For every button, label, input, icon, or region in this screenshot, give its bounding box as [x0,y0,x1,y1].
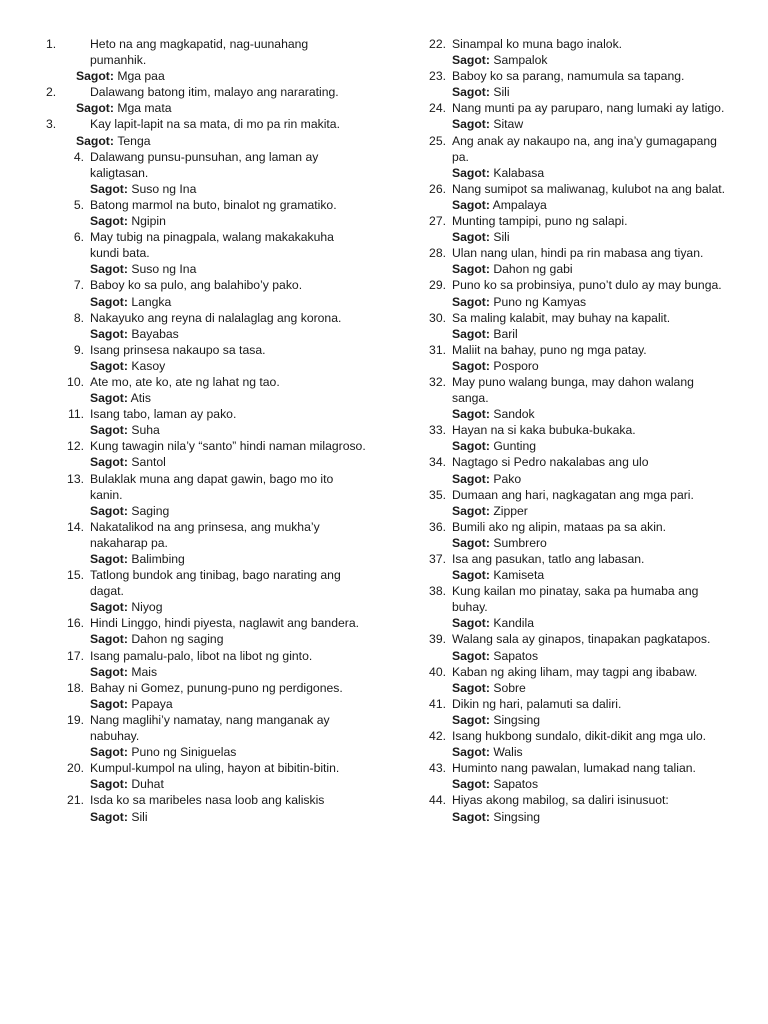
answer-line [90,551,366,567]
riddle-text: Sinampal ko muna bago inalok. [452,37,623,51]
list-item [418,696,728,728]
answer-text: Duhat [131,777,164,792]
answer-text: Saging [131,503,170,518]
answer-label: Sagot: [452,117,490,132]
answer-label: Sagot: [452,616,490,631]
riddle-text: Dalawang punsu-punsuhan, ang laman ay kaligtasan. [90,149,319,180]
answer-line [46,100,366,116]
item-number: 15. [67,568,84,583]
answer-label: Sagot: [90,552,128,566]
riddle-text: May tubig na pinagpala, walang makakakuha kundi bata. [90,230,334,261]
answer-label: Sagot: [452,568,490,583]
riddle-text: Nang munti pa ay paruparo, nang lumaki ay latigo. [452,101,725,116]
answer-label: Sagot: [452,230,490,245]
list-item [46,792,366,824]
item-number: 29. [429,278,446,293]
answer-line [90,696,366,712]
list-item [46,229,366,277]
riddle-text: Nang sumipot sa maliwanag, kulubot na ang balat. [452,181,726,196]
item-number: 26. [429,181,446,196]
list-item [418,519,728,551]
list-item [418,374,728,422]
answer-label: Sagot: [452,197,490,212]
list-item [418,213,728,245]
list-item [418,342,728,374]
answer-line [90,664,366,680]
answer-line [452,294,728,310]
item-number: 19. [67,712,84,727]
answer-line [452,776,728,792]
answer-label: Sagot: [76,101,114,116]
item-number: 30. [429,310,446,325]
riddle-text: Kay lapit-lapit na sa mata, di mo pa rin makita. [90,117,340,132]
answer-line [452,261,728,277]
item-number: 22. [429,37,446,51]
answer-text: Sili [493,230,510,245]
answer-line [90,776,366,792]
answer-text: Singsing [493,712,541,727]
answer-line [452,326,728,342]
list-item [46,36,366,84]
riddle-text: Ang anak ay nakaupo na, ang ina’y gumagapang pa. [452,133,717,164]
answer-text: Posporo [493,358,539,373]
riddle-text: Bumili ako ng alipin, mataas pa sa akin. [452,519,667,534]
answer-label: Sagot: [452,407,490,422]
answer-text: Niyog [131,600,163,615]
answer-label: Sagot: [90,777,128,792]
list-item [46,438,366,470]
answer-line [452,503,728,519]
answer-label: Sagot: [90,294,128,309]
list-item [418,454,728,486]
answer-text: Tenga [117,133,151,148]
answer-label: Sagot: [452,777,490,792]
item-number: 4. [73,149,84,164]
list-item [46,519,366,567]
answer-line [452,680,728,696]
answer-text: Atis [130,391,151,406]
riddle-text: Nakayuko ang reyna di nalalaglag ang korona. [90,310,342,325]
list-item [418,133,728,181]
answer-text: Mais [131,664,158,679]
list-item [418,245,728,277]
riddle-text: Nagtago si Pedro nakalabas ang ulo [452,455,649,470]
riddle-text: Hiyas akong mabilog, sa daliri isinusuot: [452,793,669,808]
list-item [46,615,366,647]
item-number: 39. [429,632,446,647]
riddle-text: Ate mo, ate ko, ate ng lahat ng tao. [90,374,280,389]
answer-line [452,116,728,132]
answer-label: Sagot: [90,262,128,277]
answer-line [452,406,728,422]
answer-text: Santol [131,455,166,470]
item-number: 27. [429,214,446,229]
item-number: 34. [429,455,446,470]
answer-label: Sagot: [76,69,114,84]
answer-text: Singsing [493,809,541,824]
answer-line [90,503,366,519]
answer-text: Baril [493,326,518,341]
answer-line [452,535,728,551]
answer-text: Bayabas [131,326,179,341]
list-item [46,116,366,148]
answer-line [90,454,366,470]
answer-text: Ampalaya [492,197,547,212]
riddle-text: Kumpul-kumpol na uling, hayon at bibitin-bitin. [90,761,340,776]
item-number: 44. [429,793,446,808]
answer-line [452,197,728,213]
answer-label: Sagot: [452,439,490,454]
list-item [418,487,728,519]
list-item [418,100,728,132]
answer-text: Suso ng Ina [131,262,197,277]
answer-line [90,294,366,310]
item-number: 36. [429,519,446,534]
answer-line [90,744,366,760]
riddle-text: Baboy ko sa parang, namumula sa tapang. [452,69,685,84]
answer-label: Sagot: [452,85,490,100]
answer-text: Pako [493,471,522,486]
answer-text: Sandok [493,407,535,422]
answer-text: Ngipin [131,214,166,229]
list-item [46,680,366,712]
item-number: 43. [429,761,446,776]
list-item [418,551,728,583]
item-number: 13. [67,471,84,486]
riddle-text: Isda ko sa maribeles nasa loob ang kaliskis [90,793,325,808]
answer-line [452,744,728,760]
riddle-text: Huminto nang pawalan, lumakad nang talian. [452,761,696,776]
list-item [46,471,366,519]
list-item [46,197,366,229]
answer-text: Sili [131,809,148,824]
riddle-list-left [46,36,366,825]
answer-line [452,438,728,454]
riddle-text: Batong marmol na buto, binalot ng gramatiko. [90,197,337,212]
answer-text: Dahon ng gabi [493,262,573,277]
item-number: 38. [429,584,446,599]
answer-text: Suso ng Ina [131,181,197,196]
item-number: 5. [73,197,84,212]
answer-text: Kandila [493,616,534,631]
answer-label: Sagot: [452,503,490,518]
item-number: 21. [67,793,84,808]
answer-label: Sagot: [452,294,490,309]
item-number: 25. [429,133,446,148]
list-item [418,664,728,696]
list-item [46,84,366,116]
riddle-text: Bahay ni Gomez, punung-puno ng perdigones. [90,680,343,695]
riddle-text: Isang hukbong sundalo, dikit-dikit ang mga ulo. [452,729,707,744]
riddle-text: Hayan na si kaka bubuka-bukaka. [452,423,636,438]
item-number: 42. [429,729,446,744]
answer-label: Sagot: [90,326,128,341]
answer-text: Sitaw [493,117,524,132]
answer-text: Papaya [131,696,173,711]
item-number: 40. [429,664,446,679]
answer-label: Sagot: [90,696,128,711]
list-item [418,36,728,68]
list-item [46,712,366,760]
answer-label: Sagot: [452,262,490,277]
riddle-text: Dalawang batong itim, malayo ang nararating. [90,85,339,100]
item-number: 1. [46,37,57,51]
answer-text: Kamiseta [493,568,545,583]
answer-line [46,68,366,84]
answer-line [452,52,728,68]
answer-text: Balimbing [131,552,185,566]
riddle-text: Puno ko sa probinsiya, puno’t dulo ay may bunga. [452,278,722,293]
item-number: 28. [429,246,446,261]
list-item [418,68,728,100]
answer-line [452,809,728,825]
item-number: 17. [67,648,84,663]
riddle-text: Heto na ang magkapatid, nag-uunahang pumanhik. [90,37,309,68]
riddle-text: May puno walang bunga, may dahon walang sanga. [452,374,694,406]
answer-line [46,133,366,149]
item-number: 2. [46,85,57,100]
answer-text: Dahon ng saging [131,632,224,647]
answer-label: Sagot: [90,600,128,615]
riddle-text: Kaban ng aking liham, may tagpi ang ibabaw. [452,664,698,679]
list-item [46,760,366,792]
item-number: 11. [67,407,84,422]
answer-line [452,648,728,664]
item-number: 10. [67,374,84,389]
item-number: 35. [429,487,446,502]
answer-label: Sagot: [90,455,128,470]
list-item [418,792,728,824]
answer-line [90,631,366,647]
answer-line [90,261,366,277]
item-number: 37. [429,552,446,566]
item-number: 41. [429,696,446,711]
answer-line [452,229,728,245]
answer-label: Sagot: [452,809,490,824]
answer-line [90,326,366,342]
riddle-list-right [418,36,728,825]
list-item [46,648,366,680]
item-number: 6. [73,230,84,245]
list-item [418,760,728,792]
riddle-text: Isang tabo, laman ay pako. [90,407,237,422]
item-number: 24. [429,101,446,116]
answer-label: Sagot: [90,503,128,518]
list-item [418,181,728,213]
riddle-text: Baboy ko sa pulo, ang balahibo’y pako. [90,278,303,293]
riddle-text: Nakatalikod na ang prinsesa, ang mukha’y nakaharap pa. [90,519,320,550]
answer-label: Sagot: [90,181,128,196]
answer-label: Sagot: [452,712,490,727]
riddle-text: Isang prinsesa nakaupo sa tasa. [90,342,266,357]
riddle-text: Ulan nang ulan, hindi pa rin mabasa ang tiyan. [452,246,704,261]
answer-label: Sagot: [452,165,490,180]
answer-text: Puno ng Kamyas [493,294,587,309]
item-number: 14. [67,519,84,534]
answer-text: Mga mata [117,101,172,116]
answer-line [90,422,366,438]
answer-line [452,84,728,100]
item-number: 31. [429,342,446,357]
list-item [46,374,366,406]
riddle-text: Kung tawagin nila’y “santo” hindi naman milagroso. [90,439,366,454]
item-number: 8. [73,310,84,325]
answer-label: Sagot: [90,664,128,679]
answer-line [452,358,728,374]
answer-label: Sagot: [452,358,490,373]
answer-line [90,358,366,374]
item-number: 12. [67,439,84,454]
list-item [418,310,728,342]
answer-text: Sampalok [493,53,548,68]
answer-text: Gunting [493,439,536,454]
answer-text: Sumbrero [493,535,547,550]
item-number: 16. [67,616,84,631]
riddle-text: Kung kailan mo pinatay, saka pa humaba ang buhay. [452,584,699,615]
answer-text: Langka [131,294,172,309]
answer-label: Sagot: [90,358,128,373]
list-item [46,149,366,197]
answer-label: Sagot: [452,471,490,486]
answer-line [452,567,728,583]
answer-text: Suha [131,423,160,438]
answer-line [90,599,366,615]
riddle-text: Bulaklak muna ang dapat gawin, bago mo ito kanin. [90,471,334,502]
riddle-text: Dikin ng hari, palamuti sa daliri. [452,696,622,711]
answer-text: Sobre [493,680,526,695]
list-item [46,310,366,342]
riddle-text: Isa ang pasukan, tatlo ang labasan. [452,552,645,566]
riddle-text: Walang sala ay ginapos, tinapakan pagkatapos. [452,632,711,647]
answer-text: Sili [493,85,510,100]
riddle-text: Munting tampipi, puno ng salapi. [452,214,628,229]
answer-label: Sagot: [90,632,128,647]
answer-text: Kasoy [131,358,166,373]
answer-label: Sagot: [90,809,128,824]
list-item [46,567,366,615]
riddle-text: Tatlong bundok ang tinibag, bago narating ang dagat. [90,568,341,599]
item-number: 33. [429,423,446,438]
item-number: 20. [67,761,84,776]
answer-text: Zipper [493,503,528,518]
answer-line [452,471,728,487]
answer-label: Sagot: [90,391,128,406]
riddle-text: Hindi Linggo, hindi piyesta, naglawit ang bandera. [90,616,359,631]
list-item [418,422,728,454]
answer-label: Sagot: [452,648,490,663]
list-item [46,277,366,309]
answer-text: Mga paa [117,69,165,84]
answer-line [90,809,366,825]
list-item [418,631,728,663]
answer-label: Sagot: [90,745,128,760]
list-item [418,277,728,309]
riddle-text: Sa maling kalabit, may buhay na kapalit. [452,310,671,325]
answer-text: Kalabasa [493,165,545,180]
answer-label: Sagot: [452,53,490,68]
riddle-text: Dumaan ang hari, nagkagatan ang mga pari. [452,487,694,502]
list-item [46,406,366,438]
answer-line [452,712,728,728]
answer-text: Walis [493,745,523,760]
riddle-text: Nang maglihi’y namatay, nang manganak ay nabuhay. [90,712,330,744]
riddle-text: Isang pamalu-palo, libot na libot ng ginto. [90,648,313,663]
answer-text: Sapatos [493,777,539,792]
answer-label: Sagot: [452,680,490,695]
item-number: 23. [429,69,446,84]
answer-label: Sagot: [452,326,490,341]
item-number: 18. [67,680,84,695]
answer-line [90,181,366,197]
list-item [46,342,366,374]
answer-text: Puno ng Siniguelas [131,745,237,760]
riddle-text: Maliit na bahay, puno ng mga patay. [452,342,647,357]
item-number: 3. [46,117,57,132]
list-item [418,728,728,760]
answer-label: Sagot: [452,745,490,760]
item-number: 7. [73,278,84,293]
answer-line [452,615,728,631]
item-number: 32. [429,374,446,389]
answer-label: Sagot: [452,535,490,550]
answer-line [452,165,728,181]
answer-label: Sagot: [90,214,128,229]
answer-label: Sagot: [76,133,114,148]
answer-line [90,390,366,406]
answer-text: Sapatos [493,648,539,663]
answer-line [90,213,366,229]
list-item [418,583,728,631]
item-number: 9. [73,342,84,357]
answer-label: Sagot: [90,423,128,438]
